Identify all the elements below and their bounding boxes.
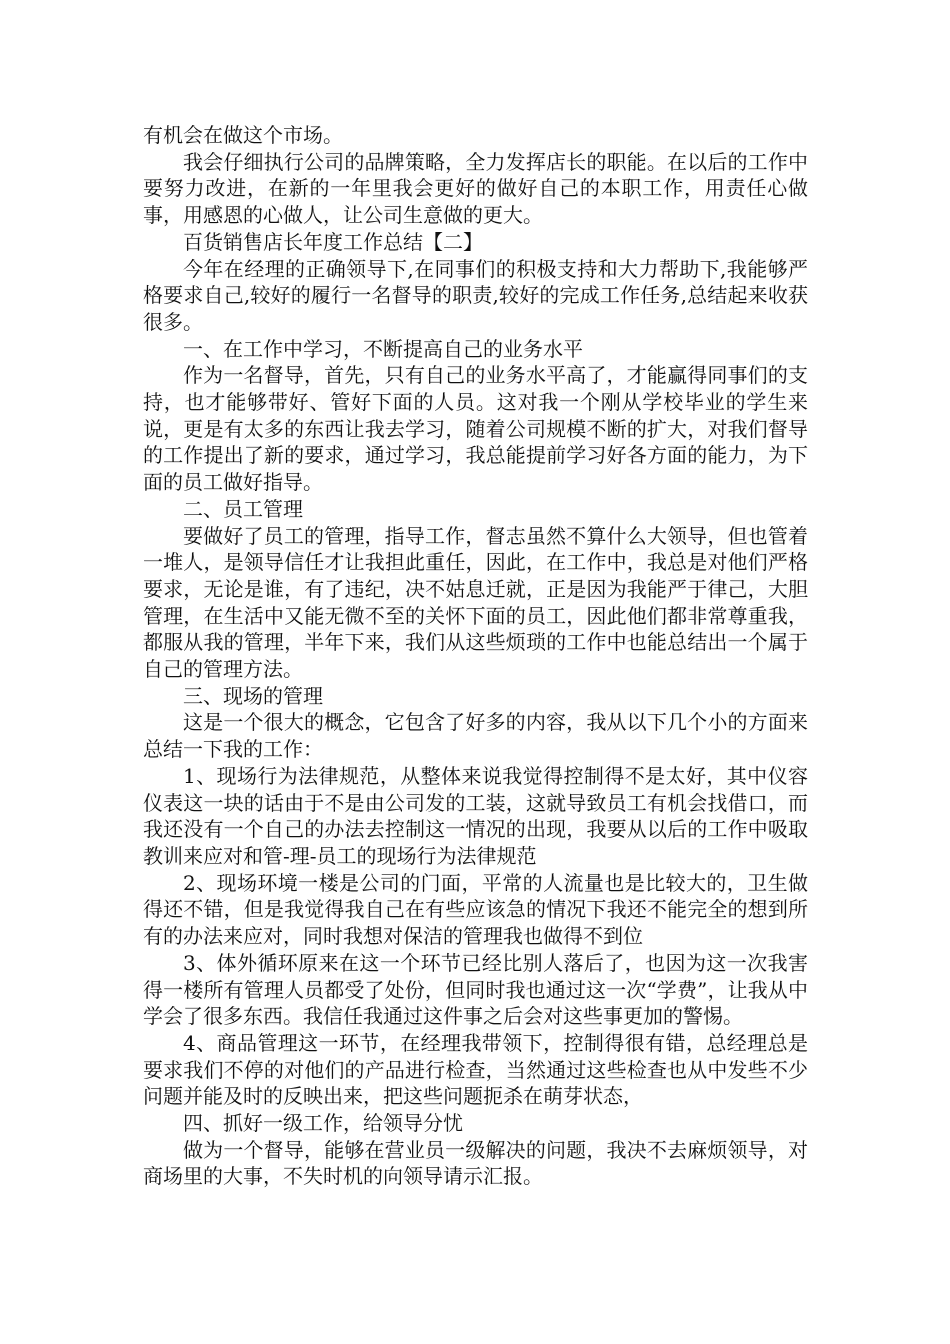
list-item: 3、体外循环原来在这一个环节已经比别人落后了，也因为这一次我害得一楼所有管理人员都受了处份，但同时我也通过这一次“学费”，让我从中学会了很多东西。我信任我通过这件事之后会对这些事更加的警惕。 <box>143 950 808 1029</box>
paragraph: 作为一名督导，首先，只有自己的业务水平高了，才能赢得同事们的支持，也才能够带好、管好下面的人员。这对我一个刚从学校毕业的学生来说，更是有太多的东西让我去学习，随着公司规模不断的扩大，对我们督导的工作提出了新的要求，通过学习，我总能提前学习好各方面的能力，为下面的员工做好指导。 <box>143 363 808 495</box>
paragraph: 我会仔细执行公司的品牌策略，全力发挥店长的职能。在以后的工作中要努力改进，在新的一年里我会更好的做好自己的本职工作，用责任心做事，用感恩的心做人，让公司生意做的更大。 <box>143 149 808 228</box>
section-heading: 四、抓好一级工作，给领导分忧 <box>183 1111 463 1136</box>
section-heading: 一、在工作中学习，不断提高自己的业务水平 <box>183 336 583 361</box>
section-heading: 二、员工管理 <box>183 496 303 521</box>
list-item: 1、现场行为法律规范，从整体来说我觉得控制得不是太好，其中仪容仪表这一块的话由于不是由公司发的工装，这就导致员工有机会找借口，而我还没有一个自己的办法去控制这一情况的出现，我要从以后的工作中吸取教训来应对和管-理-员工的现场行为法律规范 <box>143 763 808 868</box>
list-item: 2、现场环境一楼是公司的门面，平常的人流量也是比较大的，卫生做得还不错，但是我觉得我自己在有些应该急的情况下我还不能完全的想到所有的办法来应对，同时我想对保洁的管理我也做得不到位 <box>143 870 808 949</box>
paragraph: 这是一个很大的概念，它包含了好多的内容，我从以下几个小的方面来总结一下我的工作： <box>143 710 808 762</box>
section-heading: 三、现场的管理 <box>183 683 323 708</box>
paragraph: 要做好了员工的管理，指导工作，督志虽然不算什么大领导，但也管着一堆人，是领导信任才让我担此重任，因此，在工作中，我总是对他们严格要求，无论是谁，有了违纪，决不姑息迁就，正是因为我能严于律己，大胆管理，在生活中又能无微不至的关怀下面的员工，因此他们都非常尊重我，都服从我的管理，半年下来，我们从这些烦琐的工作中也能总结出一个属于自己的管理方法。 <box>143 523 808 682</box>
section-title: 百货销售店长年度工作总结【二】 <box>183 229 483 254</box>
document-page <box>143 122 808 1190</box>
paragraph: 有机会在做这个市场。 <box>143 123 343 147</box>
list-item: 4、商品管理这一环节，在经理我带领下，控制得很有错，总经理总是要求我们不停的对他们的产品进行检查，当然通过这些检查也从中发些不少问题并能及时的反映出来，把这些问题扼杀在萌芽状态， <box>143 1030 808 1109</box>
paragraph: 今年在经理的正确领导下,在同事们的积极支持和大力帮助下,我能够严格要求自己,较好的履行一名督导的职责,较好的完成工作任务,总结起来收获很多。 <box>143 256 808 334</box>
paragraph: 做为一个督导，能够在营业员一级解决的问题，我决不去麻烦领导，对商场里的大事，不失时机的向领导请示汇报。 <box>143 1137 808 1189</box>
